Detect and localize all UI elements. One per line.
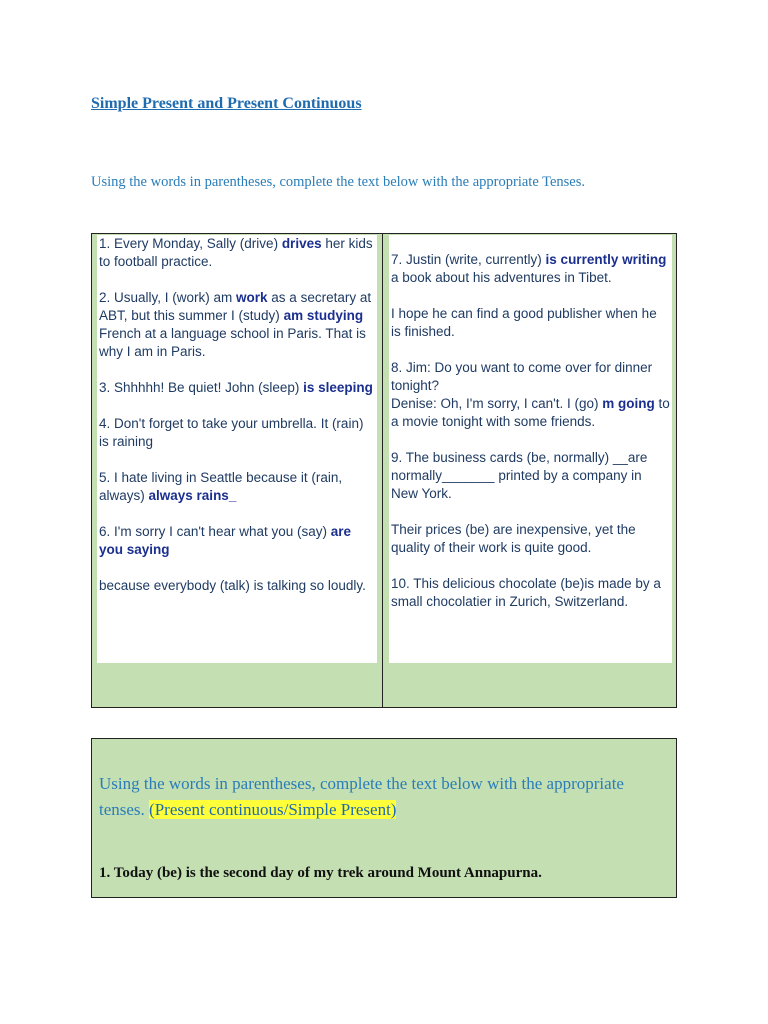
exercise-6: 6. I'm sorry I can't hear what you (say) are you saying (99, 524, 352, 557)
exercise-7-continued: I hope he can find a good publisher when he is finished. (391, 306, 657, 339)
exercise-6-continued: because everybody (talk) is talking so loudly. (99, 578, 366, 593)
exercise-9: 9. The business cards (be, normally) __are normally_______ printed by a company in New York. (391, 450, 648, 501)
exercise-4: 4. Don't forget to take your umbrella. It (rain) is raining (99, 416, 364, 449)
column-divider (382, 234, 383, 707)
exercise-8: 8. Jim: Do you want to come over for dinner tonight? Denise: Oh, I'm sorry, I can't. I (go) m going to a movie tonight with some friends. (391, 360, 670, 429)
exercise-5: 5. I hate living in Seattle because it (rain, always) always rains_ (99, 470, 343, 503)
exercise-3: 3. Shhhhh! Be quiet! John (sleep) is sleeping (99, 380, 373, 395)
task-instruction: Using the words in parentheses, complete the text below with the appropriate tenses. (Present continuous/Simple Present) (99, 774, 624, 819)
instructions: Using the words in parentheses, complete the text below with the appropriate Tenses. (91, 174, 586, 190)
right-column (389, 235, 672, 663)
exercise-table (91, 233, 677, 708)
exercise-2: 2. Usually, I (work) am work as a secretary at ABT, but this summer I (study) am studying French at a language school in Paris. That is why I am in Paris. (99, 290, 372, 359)
exercise-1: 1. Every Monday, Sally (drive) drives her kids to football practice. (99, 236, 373, 269)
exercise-10: 10. This delicious chocolate (be)is made by a small chocolatier in Zurich, Switzerland. (391, 576, 661, 609)
task-item-1: 1. Today (be) is the second day of my trek around Mount Annapurna. (99, 865, 542, 881)
highlighted-tenses: (Present continuous/Simple Present) (149, 800, 397, 819)
exercise-9-continued: Their prices (be) are inexpensive, yet the quality of their work is quite good. (391, 522, 636, 555)
document-title: Simple Present and Present Continuous (91, 95, 362, 112)
left-column (97, 235, 377, 663)
exercise-7: 7. Justin (write, currently) is currently writing a book about his adventures in Tibet. (391, 252, 667, 285)
task-box (91, 738, 677, 898)
